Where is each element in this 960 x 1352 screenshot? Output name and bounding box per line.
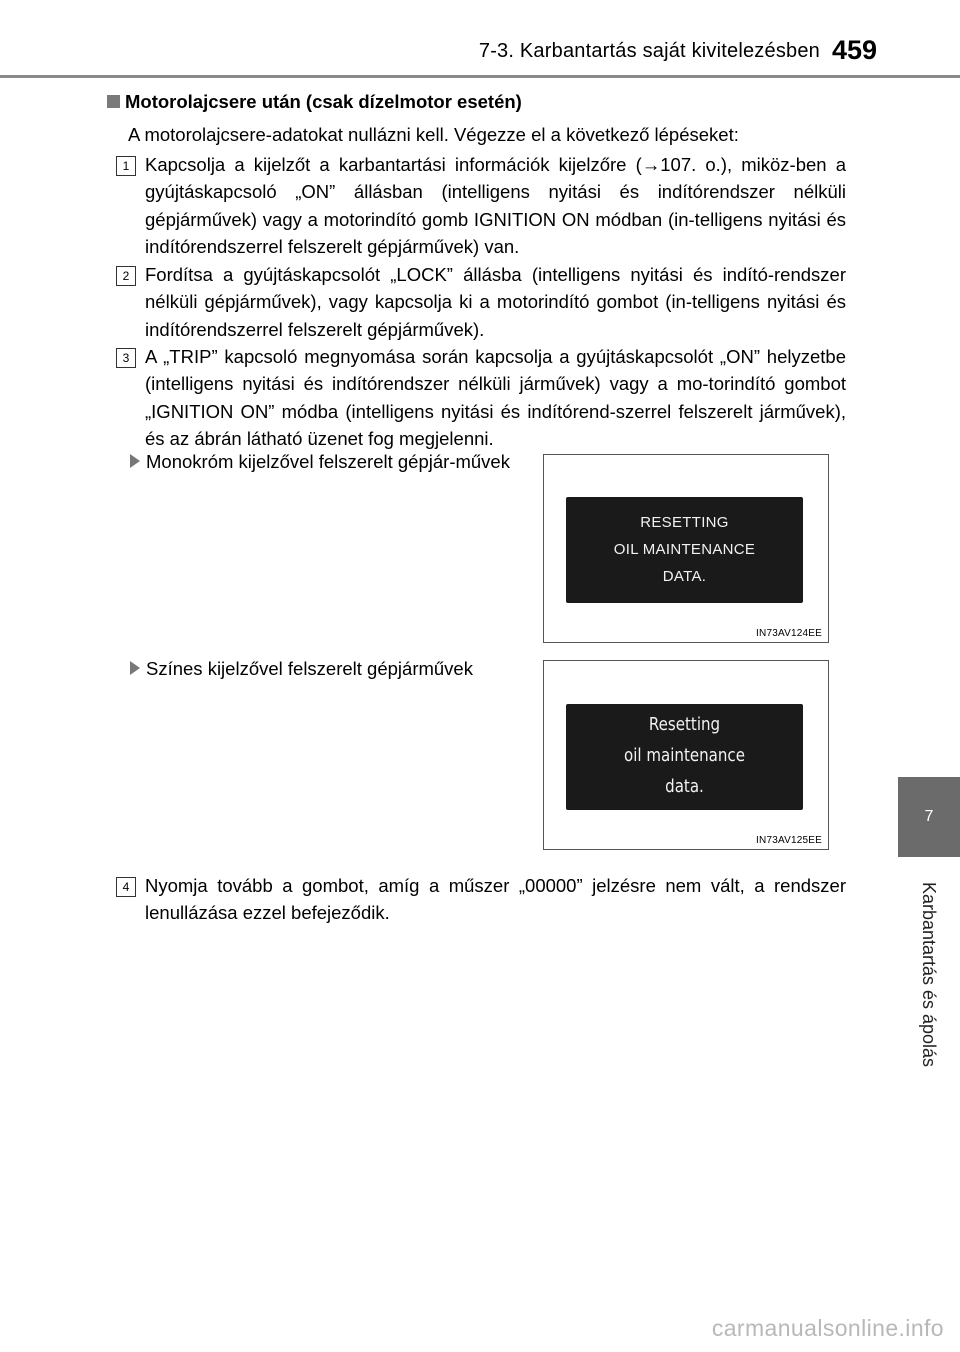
chapter-tab — [898, 777, 960, 857]
step-number-2: 2 — [116, 266, 136, 286]
step-number-4: 4 — [116, 877, 136, 897]
triangle-bullet-icon — [130, 454, 140, 468]
square-bullet-icon — [107, 95, 120, 108]
section-heading — [107, 91, 522, 113]
monochrome-display-screen — [566, 497, 803, 603]
watermark: carmanualsonline.info — [711, 1315, 944, 1341]
display-line: Resetting — [648, 715, 721, 735]
figure-color-display — [543, 660, 829, 850]
section-heading-text: Motorolajcsere után (csak dízelmotor esetén) — [125, 91, 522, 112]
display-caption-monochrome: Monokróm kijelzővel felszerelt gépjár-művek — [130, 448, 520, 475]
figure-monochrome-display — [543, 454, 829, 643]
color-display-screen — [566, 704, 803, 810]
display-caption-color: Színes kijelzővel felszerelt gépjárművek — [130, 655, 520, 682]
step-text-1: Kapcsolja a kijelzőt a karbantartási információk kijelzőre (→107. o.), miköz-ben a gyújtáskapcsoló „ON” állásban (intelligens nyitási és indítórendszer nélküli gépjárművek) vagy a motorindító gomb IGNITION ON módban (in-telligens nyitási és indítórendszerrel felszerelt gépjárművek) van. — [145, 154, 846, 257]
figure-code: IN73AV124EE — [756, 628, 822, 639]
display-line: oil maintenance — [624, 746, 745, 766]
running-header-title: 7-3. Karbantartás saját kivitelezésben — [478, 40, 820, 62]
figure-code: IN73AV125EE — [756, 835, 822, 846]
display-line: RESETTING — [640, 514, 729, 531]
step-number-3: 3 — [116, 348, 136, 368]
step-number-1: 1 — [116, 156, 136, 176]
chapter-number: 7 — [924, 808, 934, 825]
chapter-label: Karbantartás és ápolás — [919, 881, 940, 1068]
step-text-3: A „TRIP” kapcsoló megnyomása során kapcsolja a gyújtáskapcsolót „ON” helyzetbe (intelligens nyitási és indítórendszer nélküli járművek) vagy a mo-torindító gombot „IGNITION ON” módba (intelligens nyitási és indítórend-szerrel felszerelt járművek), és az ábrán látható üzenet fog megjelenni. — [145, 346, 846, 449]
display-line: DATA. — [662, 568, 707, 585]
step-text-2: Fordítsa a gyújtáskapcsolót „LOCK” állásba (intelligens nyitási és indító-rendszer nélküli gépjárművek), vagy kapcsolja ki a motorindító gombot (in-telligens nyitási és indítórendszerrel felszerelt gépjárművek). — [145, 264, 846, 340]
display-line: OIL MAINTENANCE — [613, 541, 756, 558]
display-line: data. — [665, 777, 704, 797]
page-number: 459 — [832, 35, 878, 65]
header-rule — [0, 75, 960, 78]
chapter-label-container — [898, 857, 960, 1092]
triangle-bullet-icon — [130, 661, 140, 675]
step-text-4: Nyomja tovább a gombot, amíg a műszer „00000” jelzésre nem vált, a rendszer lenullázása ezzel befejeződik. — [145, 875, 846, 924]
section-intro: A motorolajcsere-adatokat nullázni kell. Végezze el a következő lépéseket: — [128, 124, 739, 145]
